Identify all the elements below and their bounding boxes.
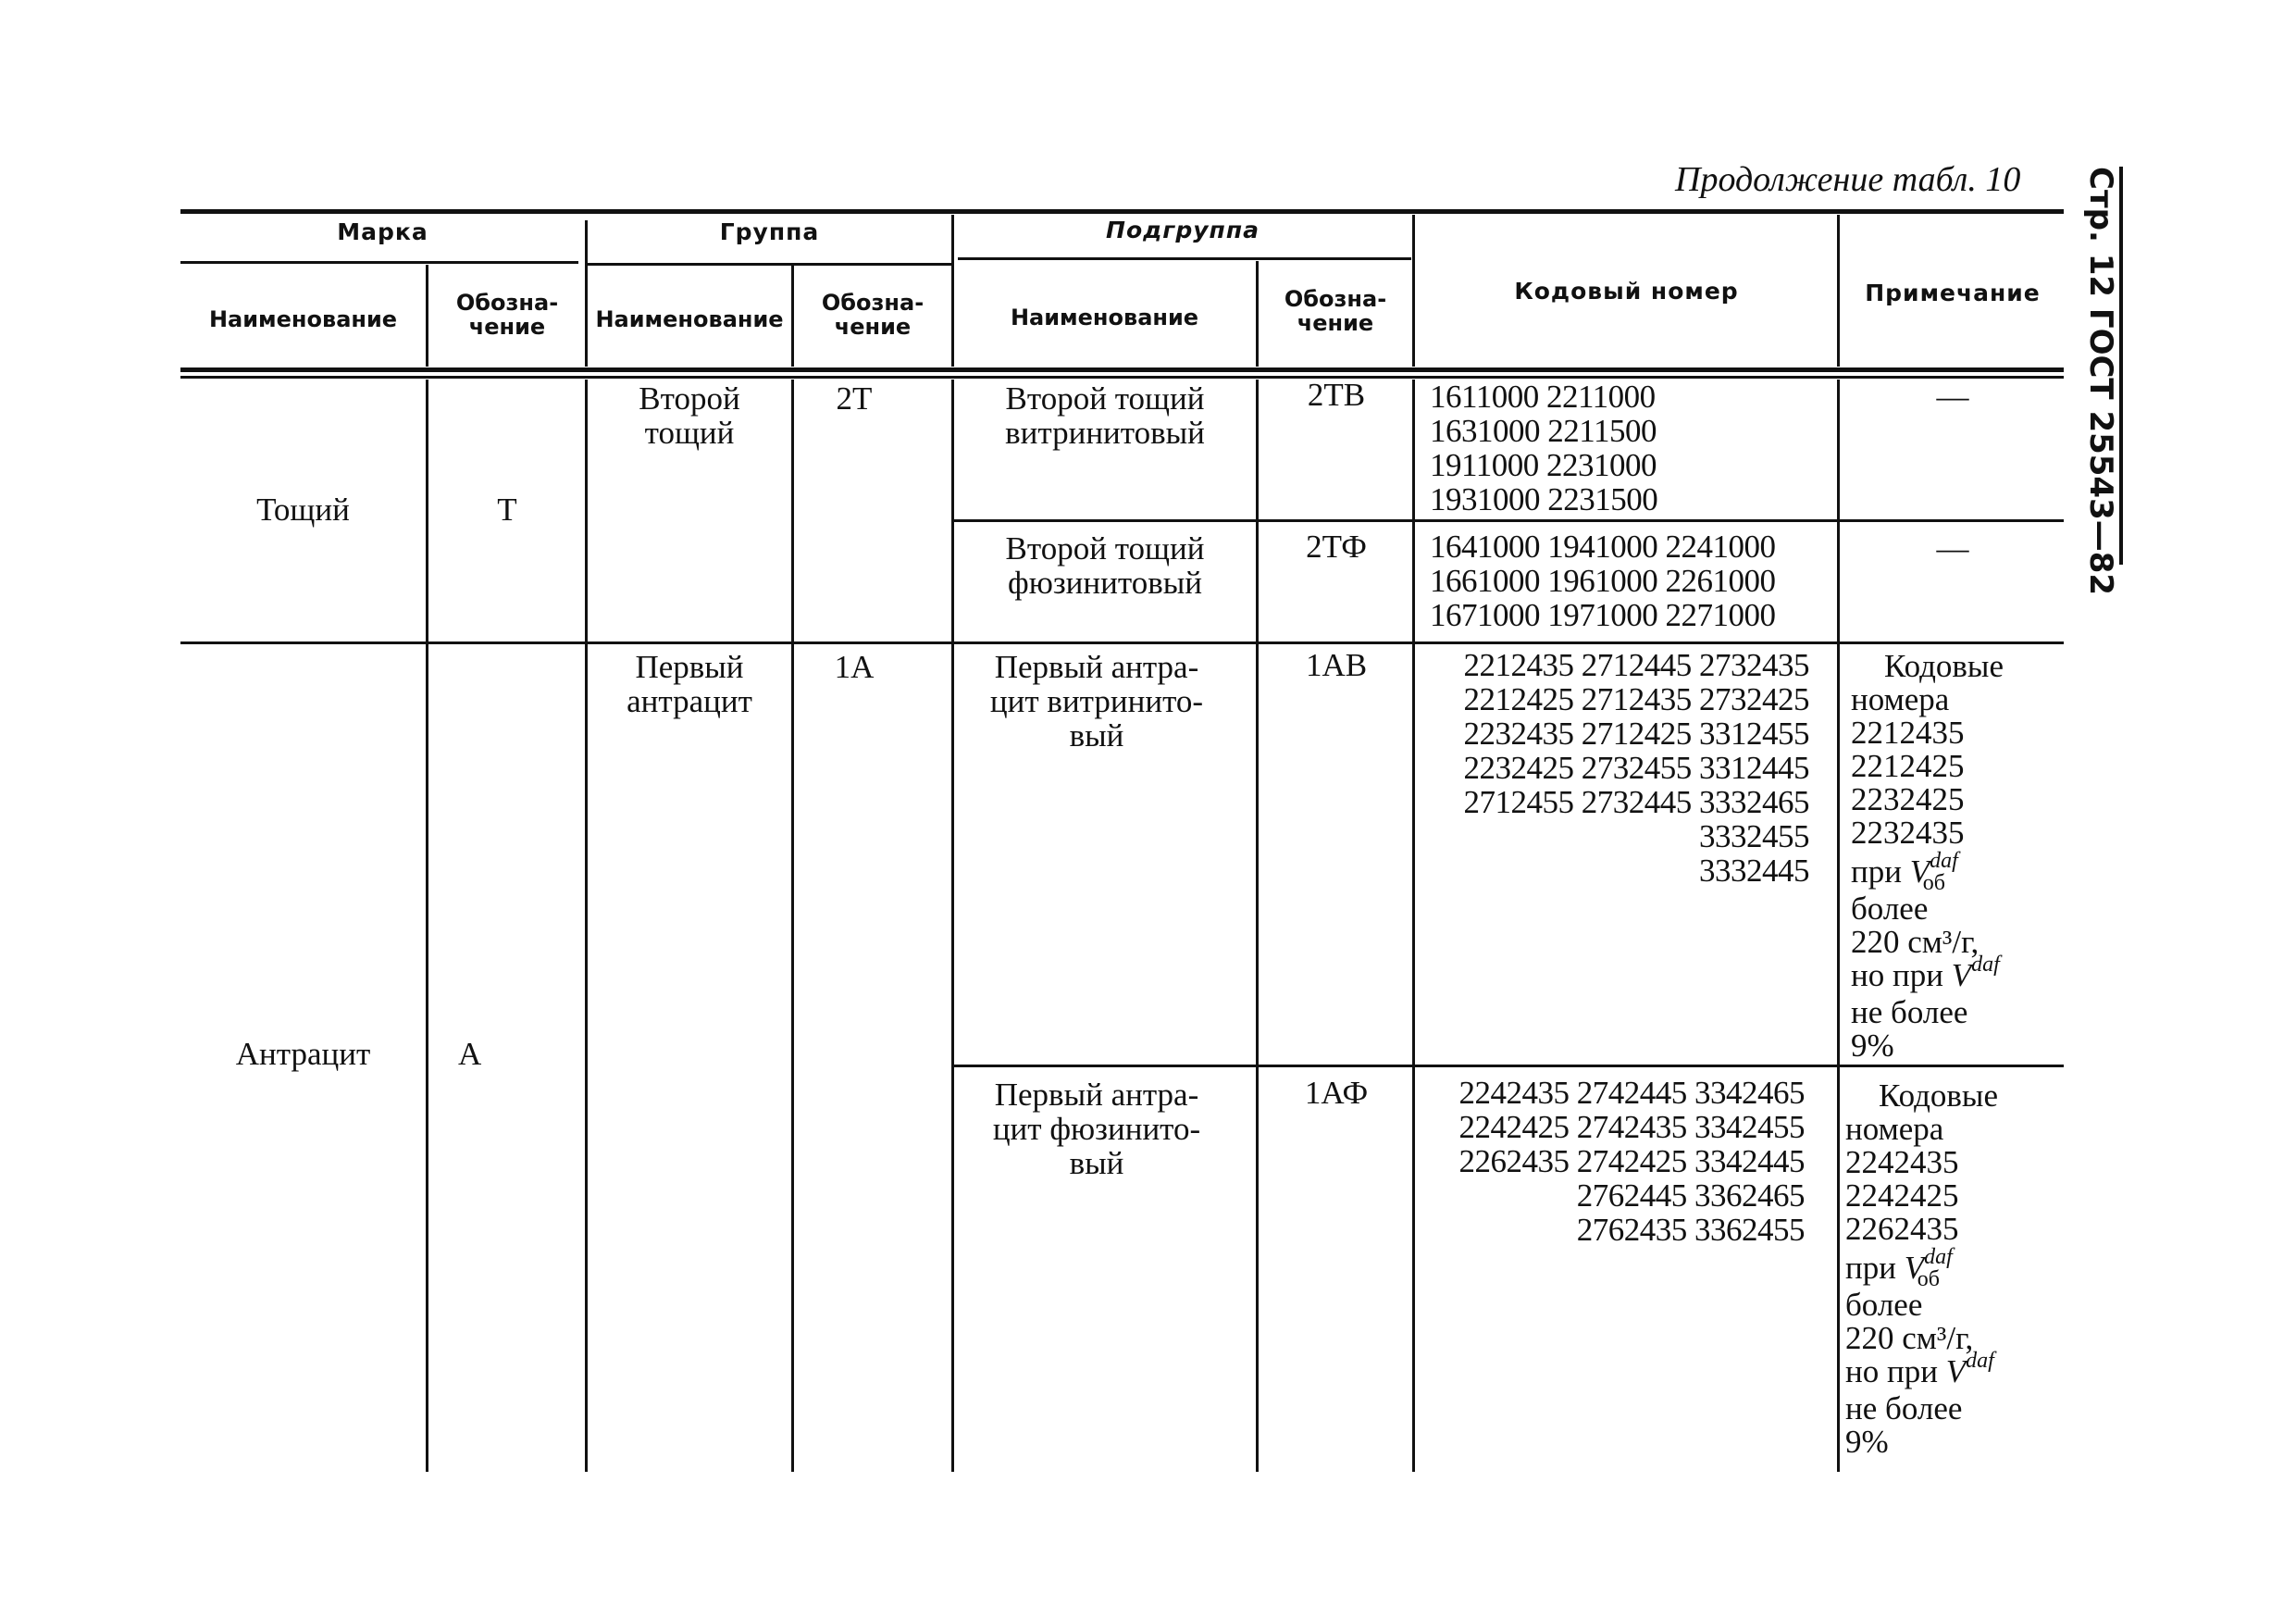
subgroup-code-2tf: 2ТФ [1306,529,1367,565]
header-kodovy-nomer: Кодовый номер [1514,278,1739,305]
col-line-4b [951,380,954,1472]
mark-code-antratsit: А [458,1036,482,1072]
note-2tv: — [1936,379,1969,415]
mark-code-toshchiy: Т [497,492,517,528]
formula-daf: daf [1966,1349,1994,1373]
note-1av-formula-2 [1851,953,2064,996]
formula-pri: при [1851,853,1902,890]
mark-name-toshchiy: Тощий [256,492,350,528]
table-top-rule [180,209,2064,214]
note-1af-line: не более [1845,1390,1963,1426]
row-divider-1av [953,1065,2064,1067]
header-marka: Марка [337,218,428,245]
subgroup-code-2tv: 2ТВ [1307,377,1366,413]
note-1af-line: номера [1845,1111,1944,1147]
header-subrule-marka [180,261,578,264]
note-1af-line: Кодовые [1879,1077,1998,1114]
group-code-2t: 2Т [836,380,873,417]
subgroup-code-1av: 1АВ [1305,647,1368,683]
note-1af-formula [1845,1245,2064,1291]
col-line-7 [1837,215,1840,367]
note-1af [1845,1079,2064,1459]
header-marka-code: Обозна- чение [455,290,559,340]
header-bottom-rule-2 [180,376,2064,379]
formula-daf: daf [1930,849,1958,873]
formula-v: V [1909,853,1930,890]
note-1av-line: 2232425 [1851,781,1965,817]
header-subrule-gruppa [588,263,951,266]
col-line-2b [585,380,588,1472]
col-line-3b [791,380,794,1472]
formula-daf: daf [1924,1245,1953,1269]
group-name-2t: Второй тощий [639,380,740,451]
note-1av-line: не более [1851,994,1968,1030]
note-1af-line: 2242425 [1845,1177,1959,1214]
note-1af-line: 2262435 [1845,1211,1959,1247]
note-1af-formula-2 [1845,1349,2064,1392]
subgroup-name-2tf: Второй тощий фюзинитовый [1005,530,1205,601]
note-1af-line: 220 см³/г, [1845,1320,1974,1356]
note-1av-line: номера [1851,681,1950,717]
note-1av [1851,650,2064,1063]
group-code-1a: 1А [834,649,875,685]
note-1av-line: 220 см³/г, [1851,924,1980,960]
formula-no-pri: но при [1845,1353,1938,1389]
note-1av-line: 2212435 [1851,715,1965,751]
note-1av-line: 9% [1851,1027,1894,1064]
header-gruppa: Группа [719,218,820,245]
formula-no-pri: но при [1851,957,1943,993]
codes-2tv: 1611000 2211000 1631000 2211500 1911000 2231000 1931000 2231500 [1430,379,1658,517]
note-1av-line: 2212425 [1851,748,1965,784]
codes-1af: 2242435 2742445 3342465 2242425 2742435 3342455 2262435 2742425 3342445 2762445 3362465 2762435 3362455 [1458,1075,1805,1248]
col-line-5b [1256,380,1259,1472]
subgroup-name-1af: Первый антра- цит фюзинито- вый [992,1077,1201,1181]
subgroup-name-1av: Первый антра- цит витринито- вый [989,649,1204,753]
col-line-6b [1412,380,1415,1472]
codes-1av: 2212435 2712445 2732435 2212425 2712435 2732425 2232435 2712425 3312455 2232425 2732455 3312445 2712455 2732445 3332465 3332455 3332445 [1463,647,1809,889]
col-line-1b [426,380,428,1472]
note-1av-formula [1851,849,2064,895]
group-name-1a: Первый антрацит [627,649,752,719]
note-1av-line: 2232435 [1851,815,1965,851]
note-2tf: — [1936,530,1969,567]
row-divider-mark [180,641,2064,644]
header-bottom-rule-1 [180,367,2064,372]
header-primechanie: Примечание [1865,280,2041,306]
header-gruppa-name: Наименование [595,306,784,332]
table-caption: Продолжение табл. 10 [1675,160,2021,199]
header-podgruppa: Подгруппа [1106,217,1260,243]
side-page-label: Стр. 12 ГОСТ 25543—82 [2082,167,2119,596]
note-1af-line: 2242435 [1845,1144,1959,1180]
formula-daf: daf [1971,953,2000,977]
formula-pri: при [1845,1250,1896,1286]
codes-2tf: 1641000 1941000 2241000 1661000 1961000 2261000 1671000 1971000 2271000 [1430,529,1776,633]
formula-v: V [1945,1353,1967,1389]
formula-v: V [1904,1250,1925,1286]
mark-name-antratsit: Антрацит [235,1036,371,1072]
formula-ob: об [1917,1267,1940,1291]
note-1av-line: более [1851,890,1929,927]
header-podgruppa-name: Наименование [1010,305,1199,330]
note-1av-line: Кодовые [1884,648,2004,684]
note-1af-line: 9% [1845,1424,1889,1460]
row-divider-2tv [953,519,2064,522]
side-label-rule [2119,167,2123,565]
subgroup-code-1af: 1АФ [1304,1075,1369,1111]
subgroup-name-2tv: Второй тощий витринитовый [1005,380,1205,451]
header-marka-name: Наименование [208,306,398,332]
header-gruppa-code: Обозна- чение [821,290,925,340]
header-podgruppa-code: Обозна- чение [1284,286,1387,336]
note-1af-line: более [1845,1287,1923,1323]
col-line-6 [1412,215,1415,367]
formula-v: V [1951,957,1972,993]
col-line-7b [1837,380,1840,1472]
formula-ob: об [1922,871,1945,895]
header-subrule-podgruppa [958,257,1411,260]
